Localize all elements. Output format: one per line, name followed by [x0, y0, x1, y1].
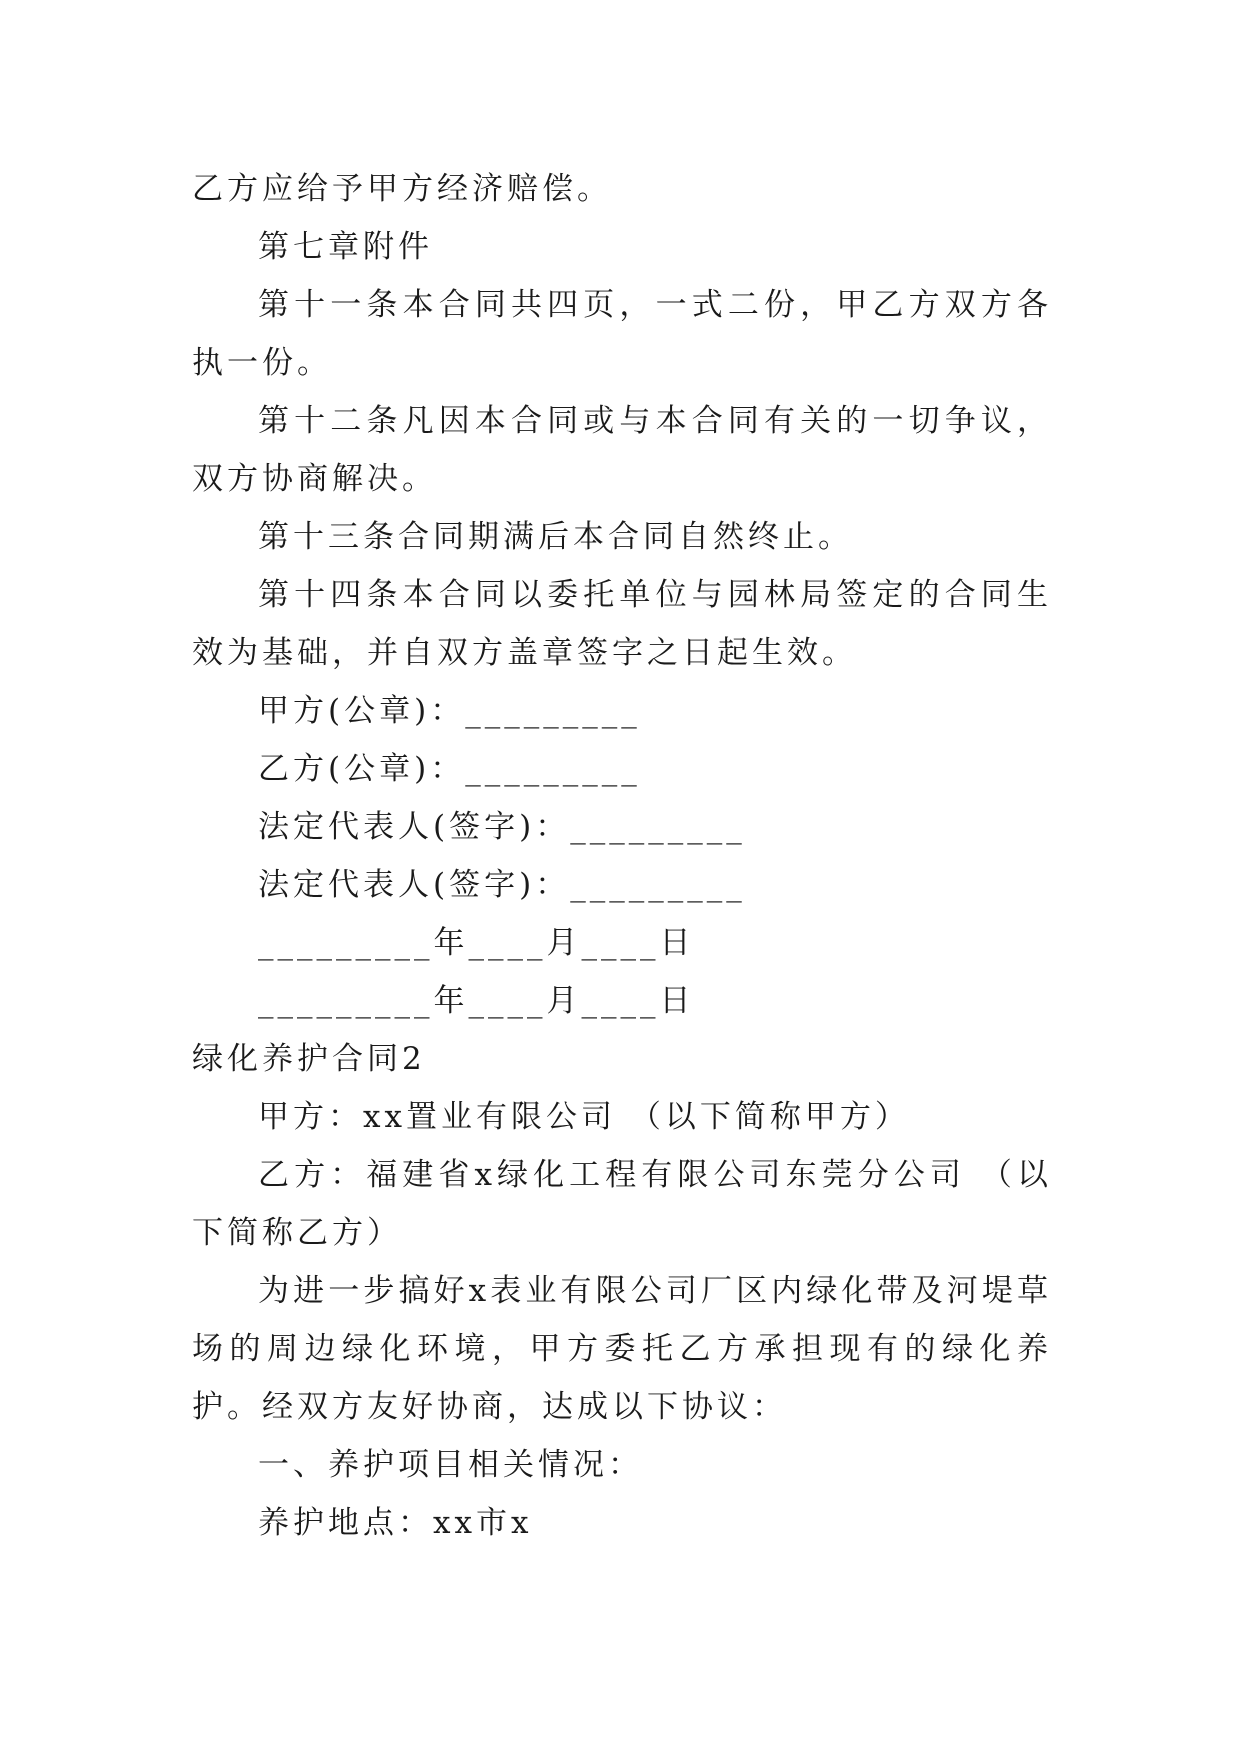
- contract-2-title: 绿化养护合同2: [192, 1041, 426, 1077]
- clause-11: 第十一条本合同共四页，一式二份，甲乙方双方各执一份。: [192, 287, 1052, 381]
- document-body: [192, 160, 1052, 1552]
- clause-14: 第十四条本合同以委托单位与园林局签定的合同生效为基础，并自双方盖章签字之日起生效。: [192, 577, 1052, 671]
- legal-rep-signature-line-b: 法定代表人(签字)：_________: [258, 867, 746, 903]
- contract-purpose: 为进一步搞好x表业有限公司厂区内绿化带及河堤草场的周边绿化环境，甲方委托乙方承担现有的绿化养护。经双方友好协商，达成以下协议：: [192, 1273, 1052, 1425]
- chapter-heading-attachments: 第七章附件: [258, 229, 433, 265]
- date-line-a: _________年____月____日: [258, 925, 695, 961]
- date-line-b: _________年____月____日: [258, 983, 695, 1019]
- party-a-name: 甲方：xx置业有限公司 （以下简称甲方）: [258, 1099, 910, 1135]
- party-a-seal-line: 甲方(公章)：_________: [258, 693, 641, 729]
- legal-rep-signature-line-a: 法定代表人(签字)：_________: [258, 809, 746, 845]
- party-b-seal-line: 乙方(公章)：_________: [258, 751, 641, 787]
- paragraph-compensation: 乙方应给予甲方经济赔偿。: [192, 171, 612, 207]
- section-1-heading: 一、养护项目相关情况：: [258, 1447, 643, 1483]
- maintenance-location: 养护地点：xx市x: [258, 1505, 533, 1541]
- clause-12: 第十二条凡因本合同或与本合同有关的一切争议，双方协商解决。: [192, 403, 1052, 497]
- party-b-name: 乙方：福建省x绿化工程有限公司东莞分公司 （以下简称乙方）: [192, 1157, 1052, 1251]
- clause-13: 第十三条合同期满后本合同自然终止。: [258, 519, 853, 555]
